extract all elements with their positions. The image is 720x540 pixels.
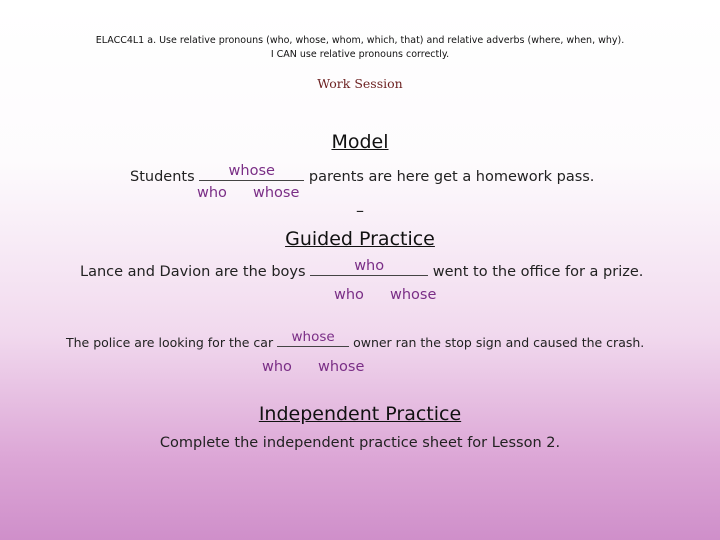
guided-2-before: The police are looking for the car [66,335,274,350]
guided-1-option-whose: whose [390,287,437,303]
model-option-who: who [197,185,227,201]
session-title: Work Session [317,76,403,91]
model-heading: Model [331,131,389,153]
guided-2-option-whose: whose [318,359,365,375]
independent-text: Complete the independent practice sheet for Lesson 2. [159,435,561,451]
guided-1-before: Lance and Davion are the boys [80,264,306,280]
independent-heading: Independent Practice [258,403,462,425]
guided-2-after: owner ran the stop sign and caused the crash. [353,335,645,350]
guided-2-option-who: who [262,359,292,375]
guided-1-answer: who [354,258,385,274]
model-sentence-after: parents are here get a homework pass. [308,169,595,185]
guided-item-2 [66,330,644,350]
standard-text [0,34,720,62]
model-sentence-before: Students [130,169,195,185]
model-sentence [130,164,594,185]
guided-2-answer: whose [291,329,335,345]
standard-line: ELACC4L1 a. Use relative pronouns (who, whose, whom, which, that) and relative adverbs (where, when, why). [95,35,625,46]
guided-item-1 [80,259,643,280]
model-dash: – [356,201,364,220]
guided-1-blank [310,259,428,276]
guided-2-blank [277,330,349,347]
can-statement: I CAN use relative pronouns correctly. [270,49,450,60]
guided-1-after: went to the office for a prize. [432,264,644,280]
model-option-whose: whose [253,185,300,201]
model-answer: whose [228,163,275,179]
guided-1-option-who: who [334,287,364,303]
guided-heading: Guided Practice [285,228,435,250]
model-blank [199,164,304,181]
